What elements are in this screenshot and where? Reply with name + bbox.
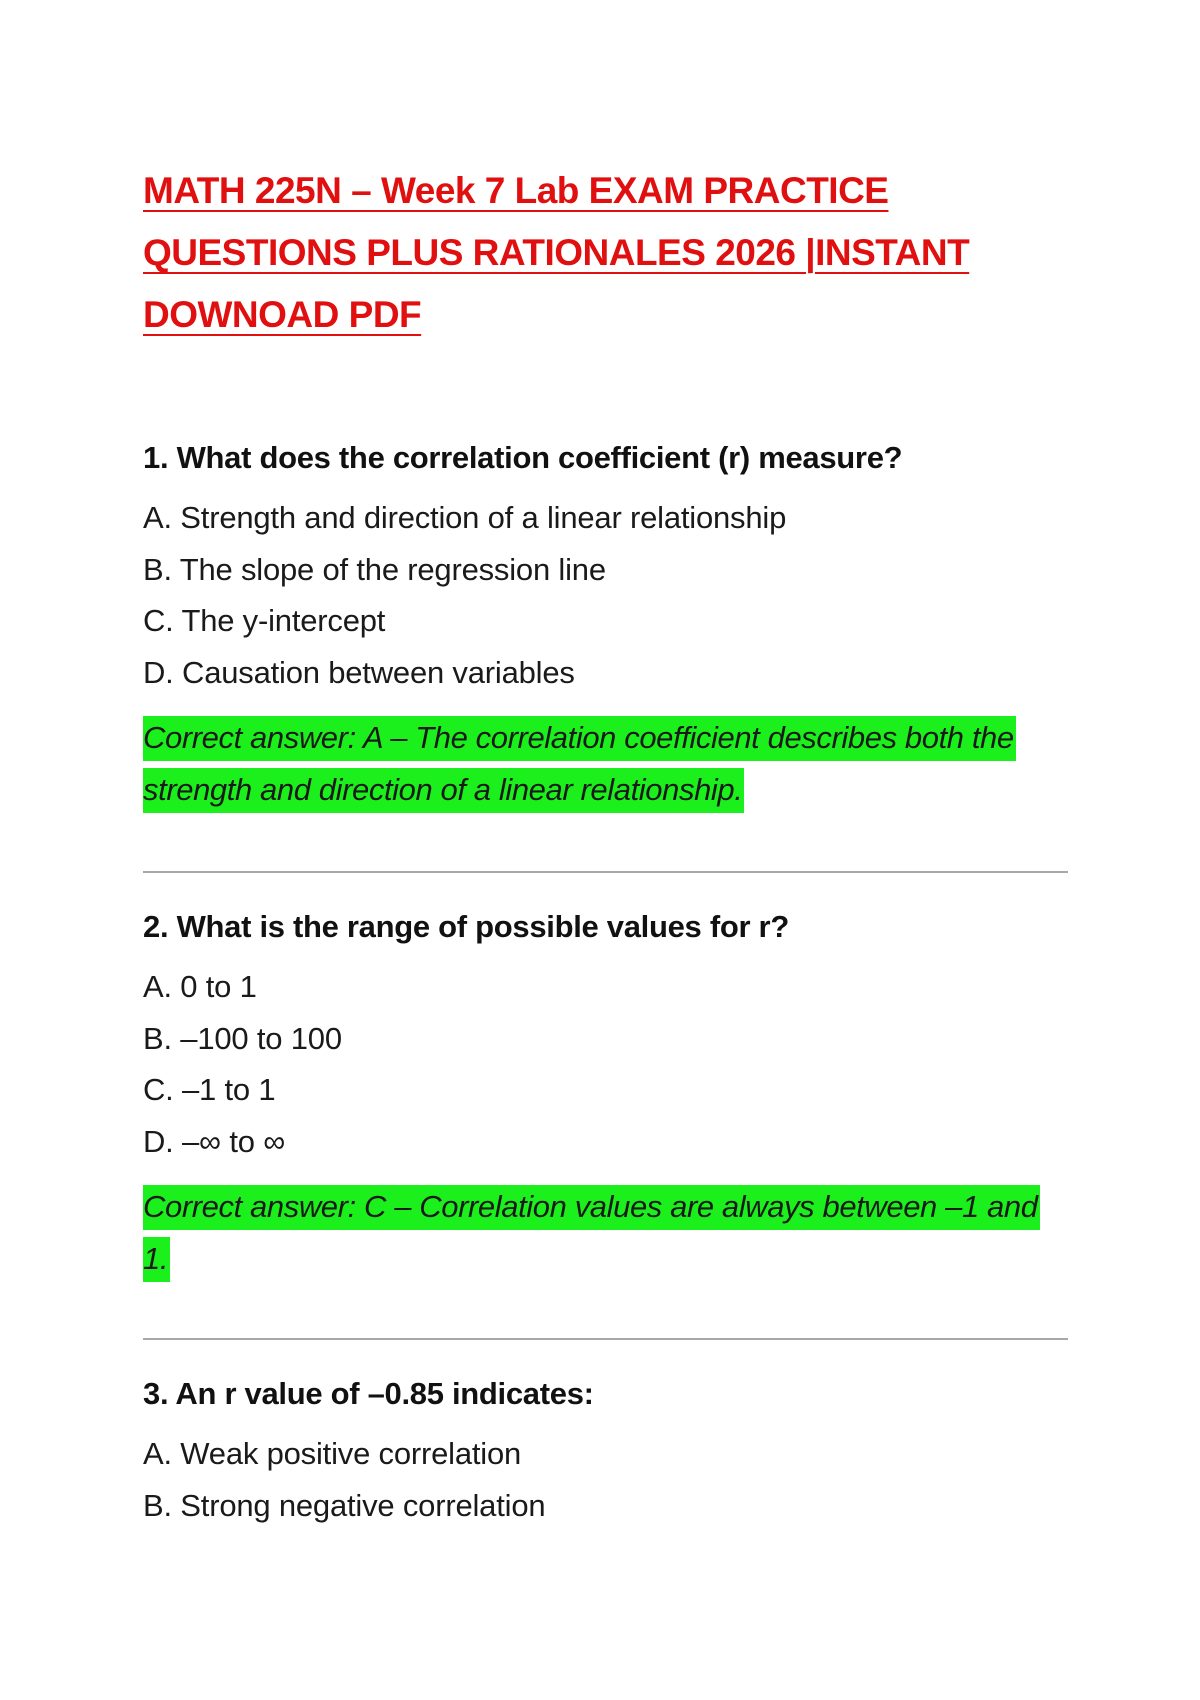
- option-a: A. Strength and direction of a linear relationship: [143, 500, 787, 535]
- option-d: D. –∞ to ∞: [143, 1123, 286, 1159]
- correct-answer: [143, 1181, 1068, 1284]
- answer-options: [143, 492, 1068, 698]
- option-b: B. –100 to 100: [143, 1020, 342, 1056]
- section-divider: [143, 1338, 1068, 1340]
- question-3: [143, 1374, 1068, 1531]
- answer-options: [143, 961, 1068, 1167]
- correct-answer: [143, 712, 1068, 815]
- correct-answer-text: Correct answer: A – The correlation coefficient describes both the strength and direction of a linear relationship.: [143, 716, 1016, 813]
- document-title-text: MATH 225N – Week 7 Lab EXAM PRACTICE QUESTIONS PLUS RATIONALES 2026 |INSTANT DOWNOAD PDF: [143, 170, 970, 335]
- option-a: A. Weak positive correlation: [143, 1436, 522, 1471]
- answer-options: [143, 1428, 1068, 1531]
- option-d: D. Causation between variables: [143, 654, 575, 690]
- correct-answer-text: Correct answer: C – Correlation values are always between –1 and 1.: [143, 1185, 1040, 1282]
- option-b: B. Strong negative correlation: [143, 1487, 546, 1523]
- question-1: [143, 438, 1068, 815]
- question-heading: 2. What is the range of possible values for r?: [143, 909, 789, 944]
- document-title: [143, 160, 1068, 346]
- option-a: A. 0 to 1: [143, 969, 257, 1004]
- question-heading: 3. An r value of –0.85 indicates:: [143, 1376, 594, 1411]
- option-b: B. The slope of the regression line: [143, 551, 606, 587]
- document-page: [143, 160, 1068, 1531]
- option-c: C. The y-intercept: [143, 603, 386, 638]
- option-c: C. –1 to 1: [143, 1072, 276, 1107]
- section-divider: [143, 871, 1068, 873]
- question-heading: 1. What does the correlation coefficient (r) measure?: [143, 440, 903, 475]
- question-2: [143, 907, 1068, 1284]
